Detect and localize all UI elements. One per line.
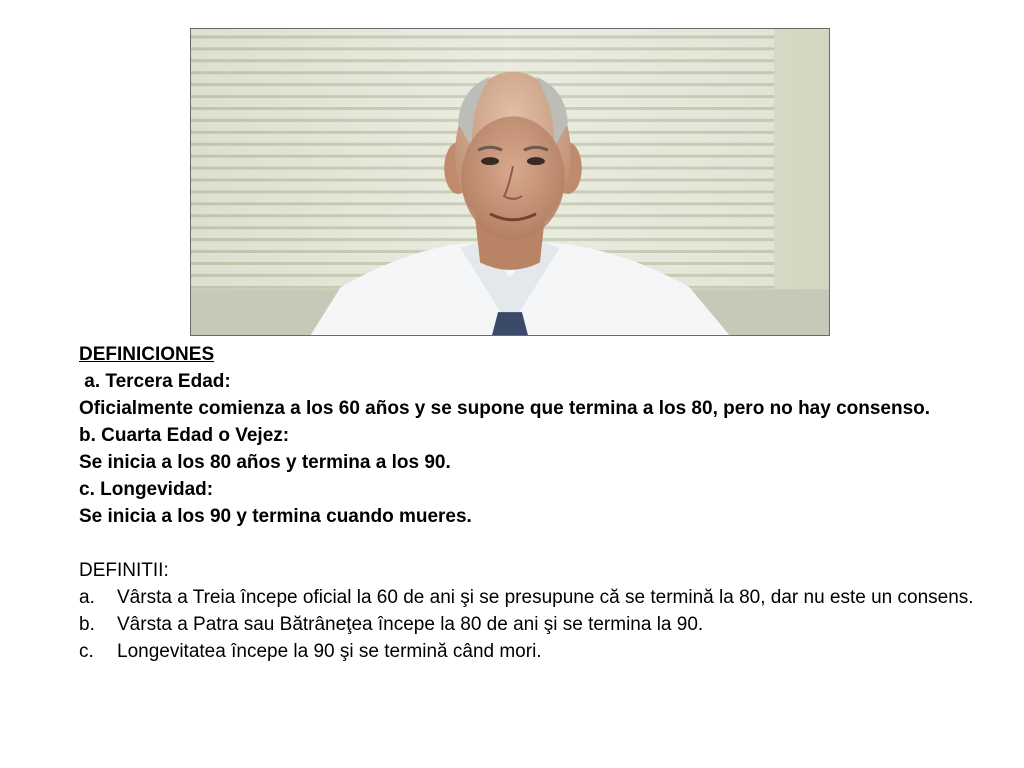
portrait-illustration bbox=[191, 29, 829, 335]
list-item-text: Vârsta a Treia începe oficial la 60 de ani şi se presupune că se termină la 80, dar nu este un consens. bbox=[117, 587, 974, 608]
romanian-item-a bbox=[79, 584, 999, 611]
spanish-item-c-title: c. Longevidad: bbox=[79, 479, 214, 500]
list-marker: c. bbox=[79, 641, 94, 662]
list-marker: b. bbox=[79, 614, 95, 635]
spanish-item-b-text: Se inicia a los 80 años y termina a los 90. bbox=[79, 452, 451, 473]
portrait-photo bbox=[190, 28, 830, 336]
list-item-text: Longevitatea începe la 90 şi se termină când mori. bbox=[117, 641, 542, 662]
romanian-item-b bbox=[79, 611, 999, 638]
romanian-heading: DEFINITII: bbox=[79, 560, 169, 581]
spanish-item-a-text: Oficialmente comienza a los 60 años y se supone que termina a los 80, pero no hay consenso. bbox=[79, 398, 931, 419]
definitions-text bbox=[79, 341, 999, 665]
spanish-item-b-title: b. Cuarta Edad o Vejez: bbox=[79, 425, 290, 446]
list-item-text: Vârsta a Patra sau Bătrâneţea începe la 80 de ani şi se termina la 90. bbox=[117, 614, 704, 635]
section-spacer bbox=[79, 530, 999, 557]
spanish-item-a-title: a. Tercera Edad: bbox=[79, 371, 231, 392]
spanish-heading: DEFINICIONES bbox=[79, 344, 215, 365]
romanian-item-c bbox=[79, 638, 999, 665]
list-marker: a. bbox=[79, 587, 95, 608]
spanish-item-c-text: Se inicia a los 90 y termina cuando mueres. bbox=[79, 506, 472, 527]
